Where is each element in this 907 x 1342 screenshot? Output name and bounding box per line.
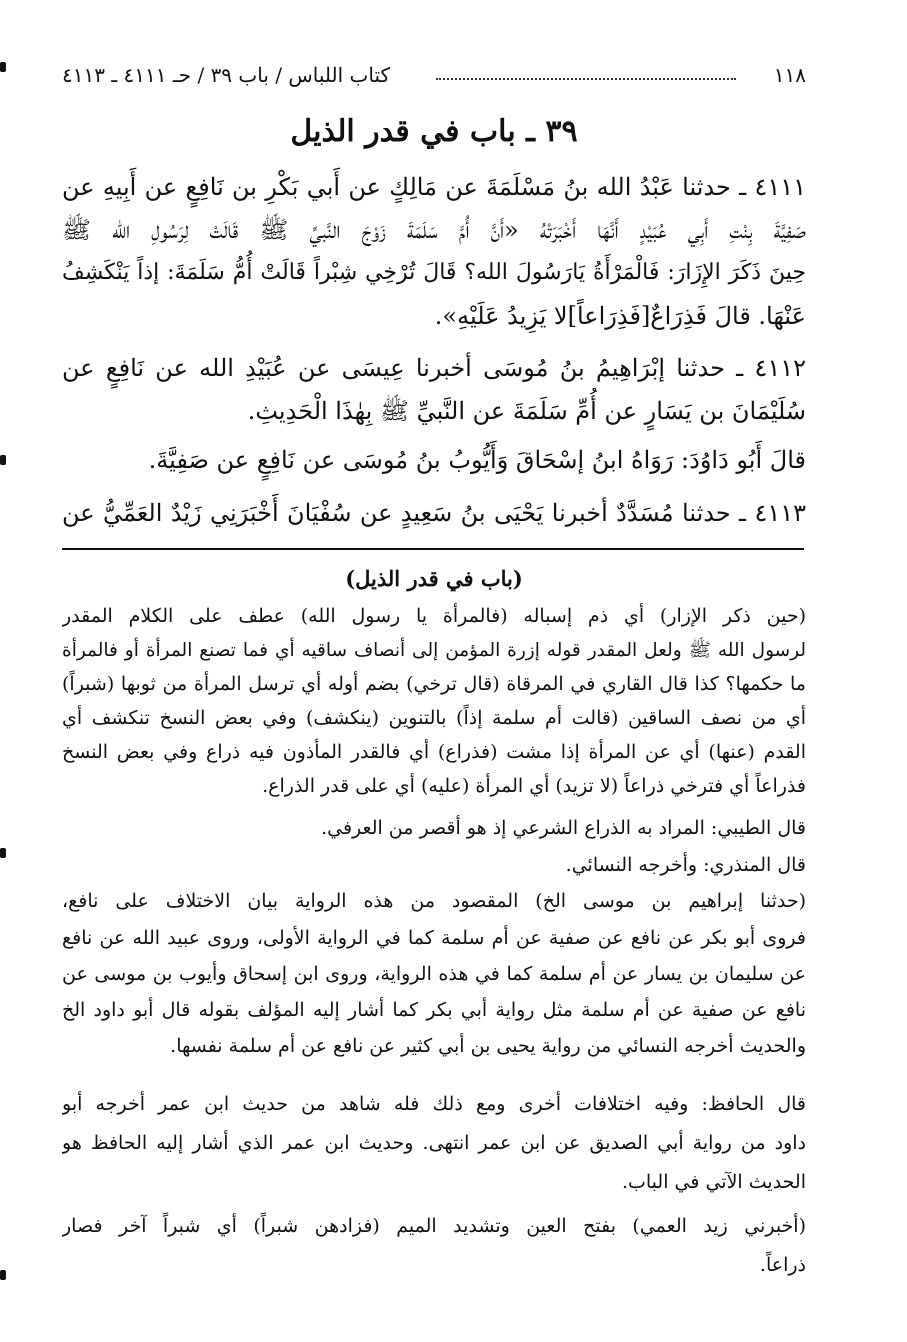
header-dotted-leader (436, 60, 736, 80)
matn-line: صَفِيَّةَ بِنْتِ أَبِي عُبَيْدٍ أَنَّهَا أَخْبَرَتْهُ «أَنَّ أُمَّ سَلَمَةَ زَوْجَ النَّبيِّ ﷺ قَالَتْ لِرَسُولِ الله ﷺ (62, 216, 806, 244)
commentary-title: (باب في قدر الذيل) (345, 566, 523, 591)
scan-edge-mark (0, 848, 6, 858)
matn-line: ٤١١١ ـ حدثنا عَبْدُ الله بنُ مَسْلَمَةَ عن مَالِكٍ عن أَبي بَكْرِ بن نَافِعٍ عن أَبِيهِ عن (62, 173, 806, 201)
chapter-title: ٣٩ ـ باب في قدر الذيل (290, 114, 578, 149)
scan-edge-mark (0, 455, 6, 465)
matn-line: ٤١١٢ ـ حدثنا إبْرَاهِيمُ بنُ مُوسَى أخبرنا عِيسَى عن عُبَيْدِ الله عن نَافِعٍ عن (62, 354, 806, 382)
page-number: ١١٨ (773, 63, 806, 87)
commentary-line: الحديث الآتي في الباب. (621, 1171, 806, 1193)
commentary-line: قال المنذري: وأخرجه النسائي. (565, 854, 806, 876)
commentary-line: لرسول الله ﷺ ولعل المقدر قوله إزرة المؤمن إلى أنصاف ساقيه أي فما تصنع المرأة أو فالمرأة (62, 640, 806, 661)
matn-line: سُلَيْمَانَ بن يَسَارٍ عن أُمِّ سَلَمَةَ عن النَّبيِّ ﷺ بِهٰذَا الْحَدِيثِ. (247, 397, 806, 425)
scan-edge-mark (0, 1270, 6, 1280)
matn-line: حِينَ ذَكَرَ الإِزَارَ: فَالْمَرْأَةُ يَارَسُولَ الله؟ قَالَ تُرْخِي شِبْراً قَالَتْ أُمُّ سَلَمَةَ: إذاً يَنْكَشِفُ (62, 260, 806, 285)
commentary-line: ما حكمها؟ كذا قال القاري في المرقاة (قال ترخي) بضم أوله أي ترسل المرأة من ثوبها (شبراً) (62, 673, 806, 695)
separator-rule (62, 548, 804, 550)
commentary-line: ذراعاً. (759, 1254, 806, 1276)
matn-line: عَنْهَا. قالَ فَذِرَاعٌ[فَذِرَاعاً]لا يَزِيدُ عَلَيْهِ». (434, 302, 806, 330)
page-header (62, 60, 806, 90)
commentary-line: عن سليمان بن يسار عن أم سلمة كما في هذه الرواية، وروى ابن إسحاق وأيوب بن موسى عن (62, 963, 806, 985)
commentary-line: داود من رواية أبي الصديق عن ابن عمر انتهى. وحديث ابن عمر الذي أشار إليه الحافظ هو (62, 1132, 806, 1154)
scan-edge-mark (0, 62, 6, 72)
commentary-line: (حدثنا إبراهيم بن موسى الخ) المقصود من هذه الرواية بيان الاختلاف على نافع، (62, 890, 806, 912)
matn-line: ٤١١٣ ـ حدثنا مُسَدَّدٌ أخبرنا يَحْيَى بنُ سَعِيدٍ عن سُفْيَانَ أَخْبَرَنِي زَيْدٌ العَمِّيُّ عن (62, 499, 806, 527)
commentary-line: القدم (عنها) أي عن المرأة إذا مشت (فذراع) أي فالقدر المأذون فيه ذراع وفي بعض النسخ (62, 741, 806, 763)
commentary-line: (أخبرني زيد العمي) بفتح العين وتشديد الميم (فزادهن شبراً) أي شبراً آخر فصار (62, 1215, 806, 1237)
running-title: كتاب اللباس / باب ٣٩ / حـ ٤١١١ ـ ٤١١٣ (62, 63, 390, 87)
commentary-line: (حين ذكر الإزار) أي ذم إسباله (فالمرأة يا رسول الله) عطف على الكلام المقدر (62, 605, 806, 627)
commentary-line: أي من نصف الساقين (قالت أم سلمة إذاً) بالتنوين (ينكشف) وفي بعض النسخ تنكشف أي (62, 707, 806, 729)
commentary-line: نافع عن صفية عن أم سلمة مثل رواية أبي بكر كما أشار إليه المؤلف بقوله قال أبو داود الخ (62, 999, 806, 1021)
commentary-line: فروى أبو بكر عن نافع عن صفية عن أم سلمة كما في الرواية الأولى، وروى عبيد الله عن نافع (62, 927, 806, 949)
commentary-line: فذراعاً أي فترخي ذراعاً (لا تزيد) أي المرأة (عليه) أي على قدر الذراع. (262, 775, 806, 797)
commentary-line: والحديث أخرجه النسائي من رواية يحيى بن أبي كثير عن نافع عن أم سلمة نفسها. (170, 1035, 806, 1057)
matn-line: قالَ أَبُو دَاوُدَ: رَوَاهُ ابنُ إسْحَاقَ وَأَيُّوبُ بنُ مُوسَى عن نَافِعٍ عن صَفِيَّةَ. (148, 446, 806, 474)
commentary-line: قال الحافظ: وفيه اختلافات أخرى ومع ذلك فله شاهد من حديث ابن عمر أخرجه أبو (62, 1093, 806, 1115)
commentary-line: قال الطيبي: المراد به الذراع الشرعي إذ هو أقصر من العرفي. (321, 817, 806, 839)
